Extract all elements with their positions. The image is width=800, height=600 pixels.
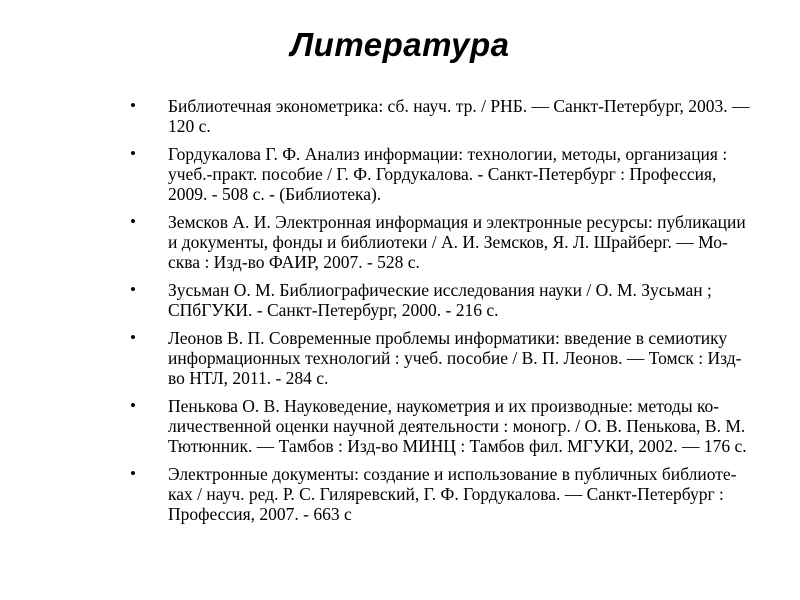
bullet-icon: • [130, 280, 136, 299]
reference-item [130, 396, 750, 456]
bullet-icon: • [130, 396, 136, 415]
reference-text: Зусьман О. М. Библиографические исследования науки / О. М. Зусьман ; СПбГУКИ. - Санкт-Петербург, 2000. - 216 с. [168, 280, 712, 320]
reference-text: Леонов В. П. Современные проблемы информатики: введение в семиотику информационных технологий : учеб. пособие / В. П. Леонов. — Томск : Изд- во НТЛ, 2011. - 284 с. [168, 328, 742, 388]
bullet-icon: • [130, 212, 136, 231]
reference-item [130, 212, 750, 272]
reference-text: Пенькова О. В. Науковедение, наукометрия и их производные: методы ко-личественной оценки научной деятельности : моногр. / О. В. Пенькова, В. М. Тютюнник. — Тамбов : Изд-во МИНЦ : Тамбов фил. МГУКИ, 2002. — 176 с. [168, 396, 747, 456]
reference-text: Электронные документы: создание и использование в публичных библиоте-ках / науч. ред. Р. С. Гиляревский, Г. Ф. Гордукалова. — Санкт-Петербург : Профессия, 2007. - 663 с [168, 464, 737, 524]
reference-item [130, 144, 750, 204]
bullet-icon: • [130, 96, 136, 115]
reference-text: Земсков А. И. Электронная информация и электронные ресурсы: публикации и документы, фонды и библиотеки / А. И. Земсков, Я. Л. Шрайберг. — Мо-сква : Изд-во ФАИР, 2007. - 528 с. [168, 212, 746, 272]
reference-item [130, 328, 750, 388]
reference-text: Библиотечная эконометрика: сб. науч. тр. / РНБ. — Санкт-Петербург, 2003. — 120 с. [168, 96, 750, 136]
reference-item [130, 464, 750, 524]
bullet-icon: • [130, 464, 136, 483]
slide-title: Литература [290, 26, 510, 63]
bullet-icon: • [130, 328, 136, 347]
reference-list [130, 96, 750, 532]
bullet-icon: • [130, 144, 136, 163]
reference-item [130, 280, 750, 320]
reference-text: Гордукалова Г. Ф. Анализ информации: технологии, методы, организация : учеб.-практ. пособие / Г. Ф. Гордукалова. - Санкт-Петербург : Профессия, 2009. - 508 с. - (Библиотека). [168, 144, 728, 204]
reference-item [130, 96, 750, 136]
